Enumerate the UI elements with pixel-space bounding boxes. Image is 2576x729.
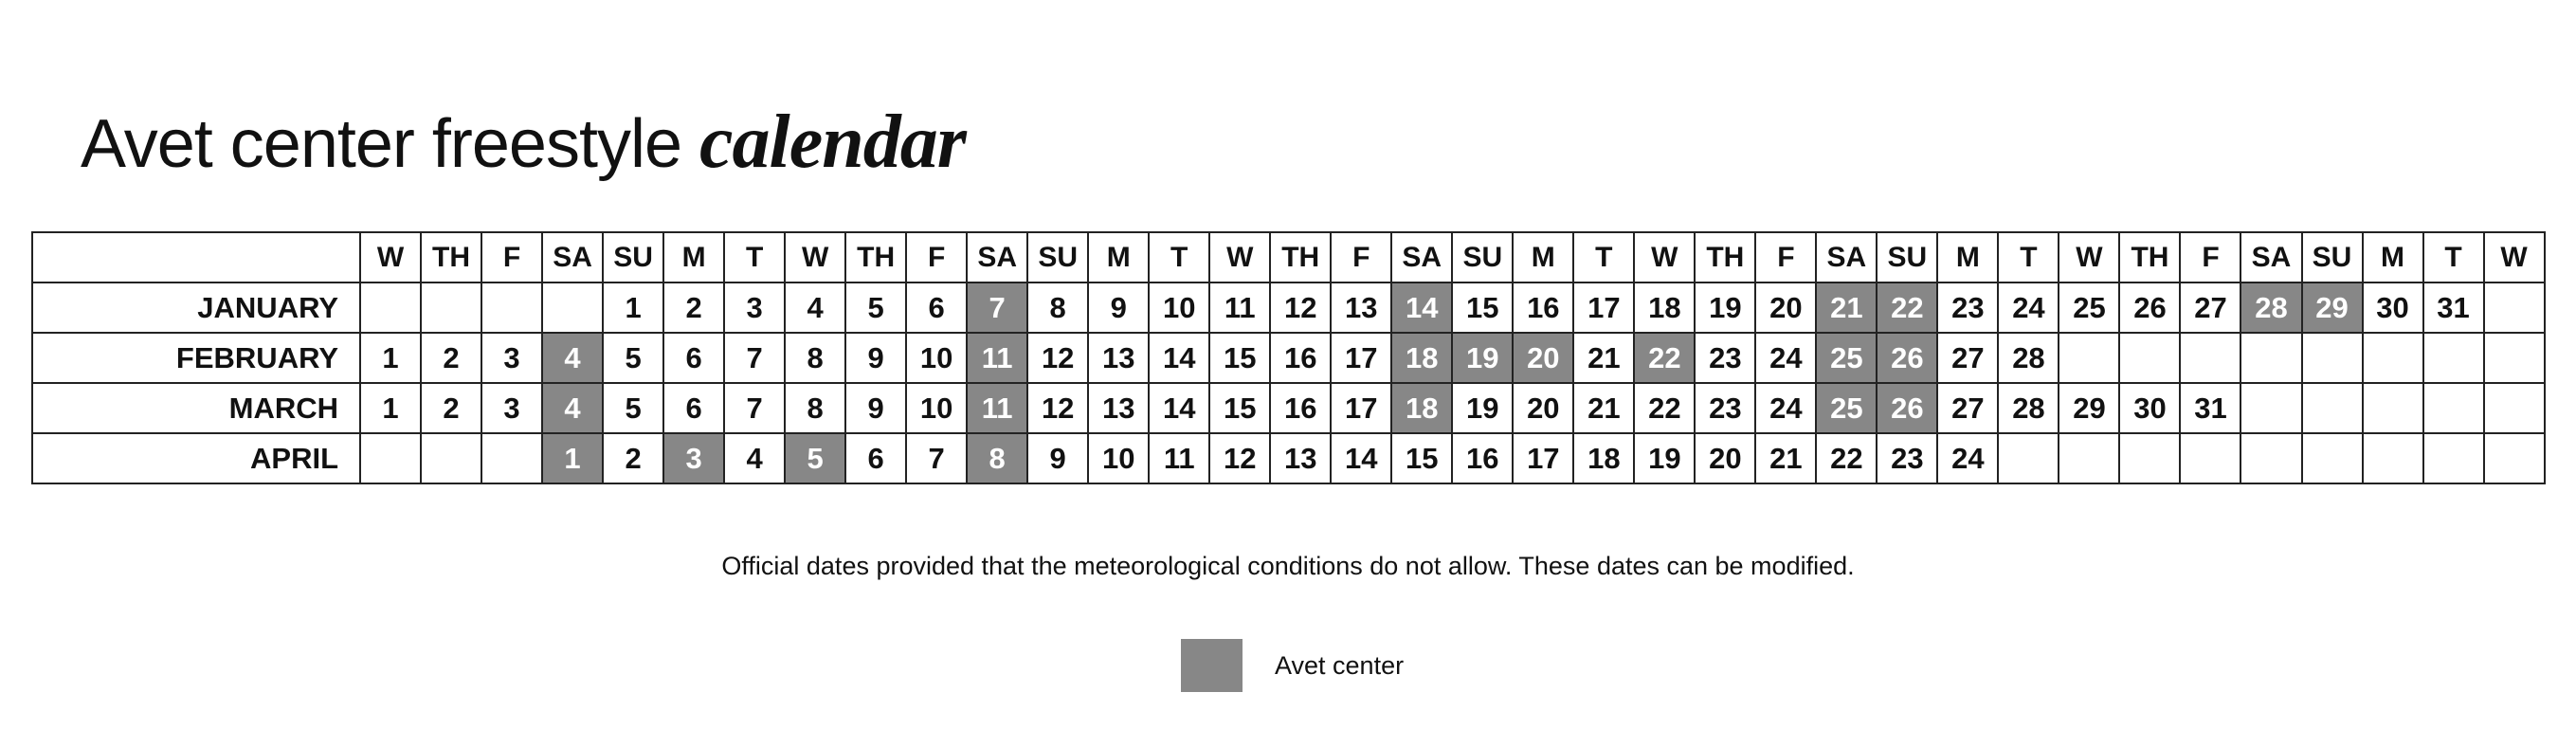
avet-center-day-cell: 22 [1634,333,1695,383]
day-header: W [785,232,845,282]
day-header: W [2059,232,2119,282]
day-header: T [2423,232,2484,282]
day-cell: 17 [1331,383,1391,433]
day-cell: 28 [1998,383,2059,433]
avet-center-day-cell: 22 [1877,282,1937,333]
empty-day-cell [481,433,542,483]
day-header: W [2484,232,2545,282]
day-cell: 22 [1634,383,1695,433]
day-header: SA [2240,232,2301,282]
day-cell: 4 [785,282,845,333]
day-cell: 24 [1937,433,1998,483]
day-cell: 24 [1755,383,1816,433]
legend [1181,639,1404,692]
empty-day-cell [2423,383,2484,433]
day-cell: 14 [1149,333,1209,383]
day-cell: 19 [1452,383,1513,433]
day-cell: 2 [421,333,481,383]
day-cell: 15 [1209,333,1270,383]
empty-day-cell [2423,433,2484,483]
day-header: M [1088,232,1149,282]
avet-center-day-cell: 8 [967,433,1027,483]
month-label: MARCH [32,383,360,433]
day-cell: 30 [2119,383,2180,433]
day-cell: 13 [1088,333,1149,383]
day-cell: 19 [1634,433,1695,483]
day-cell: 5 [603,333,663,383]
calendar-body [32,282,2545,483]
day-cell: 17 [1513,433,1573,483]
avet-center-day-cell: 29 [2302,282,2363,333]
avet-center-day-cell: 28 [2240,282,2301,333]
day-cell: 21 [1573,383,1634,433]
empty-day-cell [2302,383,2363,433]
day-header: M [1937,232,1998,282]
day-header: SU [1027,232,1088,282]
day-cell: 9 [1027,433,1088,483]
day-header: M [663,232,724,282]
day-cell: 24 [1755,333,1816,383]
day-cell: 13 [1331,282,1391,333]
empty-day-cell [2302,333,2363,383]
disclaimer-note: Official dates provided that the meteorological conditions do not allow. These dates can be modified. [721,552,1855,580]
empty-day-cell [1998,433,2059,483]
day-cell: 21 [1573,333,1634,383]
day-header: F [481,232,542,282]
day-cell: 12 [1027,383,1088,433]
day-cell: 9 [845,383,906,433]
avet-center-day-cell: 26 [1877,333,1937,383]
empty-day-cell [2180,333,2240,383]
avet-center-day-cell: 18 [1391,333,1452,383]
day-header: T [1149,232,1209,282]
empty-day-cell [2059,433,2119,483]
avet-center-day-cell: 19 [1452,333,1513,383]
day-cell: 25 [2059,282,2119,333]
empty-day-cell [421,433,481,483]
day-cell: 20 [1695,433,1755,483]
day-header: TH [421,232,481,282]
day-cell: 20 [1513,383,1573,433]
empty-day-cell [2180,433,2240,483]
empty-day-cell [2059,333,2119,383]
day-cell: 10 [906,333,967,383]
empty-day-cell [2302,433,2363,483]
day-cell: 31 [2423,282,2484,333]
day-header: W [1634,232,1695,282]
avet-center-day-cell: 21 [1816,282,1877,333]
day-header-row [32,232,2545,282]
empty-day-cell [2484,383,2545,433]
day-cell: 13 [1270,433,1331,483]
day-cell: 31 [2180,383,2240,433]
day-cell: 23 [1937,282,1998,333]
legend-swatch [1181,639,1243,692]
day-cell: 9 [845,333,906,383]
day-cell: 11 [1209,282,1270,333]
day-cell: 6 [845,433,906,483]
day-header: M [1513,232,1573,282]
avet-center-day-cell: 4 [542,383,603,433]
day-header: SA [1816,232,1877,282]
avet-center-day-cell: 11 [967,383,1027,433]
month-label: FEBRUARY [32,333,360,383]
day-cell: 15 [1452,282,1513,333]
day-cell: 8 [1027,282,1088,333]
day-cell: 8 [785,333,845,383]
day-header: F [1331,232,1391,282]
day-cell: 10 [906,383,967,433]
day-cell: 1 [603,282,663,333]
month-row-february [32,333,2545,383]
day-header: SA [967,232,1027,282]
day-cell: 4 [724,433,785,483]
avet-center-day-cell: 14 [1391,282,1452,333]
avet-center-day-cell: 4 [542,333,603,383]
day-cell: 21 [1755,433,1816,483]
day-cell: 22 [1816,433,1877,483]
day-cell: 16 [1513,282,1573,333]
day-cell: 24 [1998,282,2059,333]
day-cell: 13 [1088,383,1149,433]
month-row-april [32,433,2545,483]
day-cell: 26 [2119,282,2180,333]
day-header: F [906,232,967,282]
day-cell: 8 [785,383,845,433]
day-cell: 14 [1149,383,1209,433]
day-cell: 27 [1937,333,1998,383]
empty-day-cell [2240,383,2301,433]
avet-center-day-cell: 7 [967,282,1027,333]
month-row-march [32,383,2545,433]
day-cell: 28 [1998,333,2059,383]
legend-label: Avet center [1275,650,1405,680]
day-header: T [1573,232,1634,282]
day-cell: 15 [1391,433,1452,483]
day-cell: 1 [360,383,421,433]
avet-center-day-cell: 25 [1816,383,1877,433]
empty-day-cell [2119,433,2180,483]
day-cell: 23 [1877,433,1937,483]
day-cell: 6 [663,333,724,383]
day-cell: 7 [724,333,785,383]
empty-day-cell [2484,433,2545,483]
day-cell: 7 [906,433,967,483]
day-cell: 11 [1149,433,1209,483]
day-header: SU [1452,232,1513,282]
day-cell: 27 [2180,282,2240,333]
day-cell: 18 [1573,433,1634,483]
day-cell: 7 [724,383,785,433]
day-cell: 1 [360,333,421,383]
empty-day-cell [542,282,603,333]
day-cell: 12 [1209,433,1270,483]
day-cell: 17 [1331,333,1391,383]
day-header: TH [1695,232,1755,282]
avet-center-day-cell: 18 [1391,383,1452,433]
day-cell: 17 [1573,282,1634,333]
empty-day-cell [2240,433,2301,483]
day-cell: 10 [1088,433,1149,483]
empty-day-cell [2484,333,2545,383]
title-main: Avet center freestyle [81,106,699,182]
empty-day-cell [481,282,542,333]
day-cell: 27 [1937,383,1998,433]
day-cell: 5 [603,383,663,433]
day-header: TH [2119,232,2180,282]
day-cell: 23 [1695,383,1755,433]
day-header: TH [1270,232,1331,282]
day-header: T [1998,232,2059,282]
day-cell: 19 [1695,282,1755,333]
day-cell: 6 [906,282,967,333]
day-cell: 20 [1755,282,1816,333]
day-cell: 3 [724,282,785,333]
day-header: W [360,232,421,282]
day-cell: 2 [421,383,481,433]
month-row-january [32,282,2545,333]
day-header: T [724,232,785,282]
empty-day-cell [2363,433,2423,483]
day-cell: 30 [2363,282,2423,333]
day-cell: 3 [481,333,542,383]
day-cell: 16 [1270,333,1331,383]
month-label: JANUARY [32,282,360,333]
day-cell: 3 [481,383,542,433]
day-header: M [2363,232,2423,282]
day-cell: 12 [1270,282,1331,333]
empty-day-cell [2240,333,2301,383]
day-header: TH [845,232,906,282]
empty-day-cell [2363,333,2423,383]
day-cell: 2 [663,282,724,333]
day-cell: 5 [845,282,906,333]
day-cell: 16 [1270,383,1331,433]
empty-day-cell [360,433,421,483]
avet-center-day-cell: 1 [542,433,603,483]
day-cell: 14 [1331,433,1391,483]
month-label: APRIL [32,433,360,483]
freestyle-calendar-table [31,231,2546,484]
avet-center-day-cell: 3 [663,433,724,483]
avet-center-day-cell: 11 [967,333,1027,383]
day-header: F [1755,232,1816,282]
day-cell: 16 [1452,433,1513,483]
empty-day-cell [360,282,421,333]
avet-center-day-cell: 26 [1877,383,1937,433]
day-header: SA [542,232,603,282]
day-header: SU [603,232,663,282]
empty-day-cell [2363,383,2423,433]
day-header: SA [1391,232,1452,282]
avet-center-day-cell: 20 [1513,333,1573,383]
day-cell: 6 [663,383,724,433]
day-header: SU [2302,232,2363,282]
day-header: W [1209,232,1270,282]
day-cell: 23 [1695,333,1755,383]
day-cell: 29 [2059,383,2119,433]
empty-day-cell [421,282,481,333]
day-cell: 18 [1634,282,1695,333]
empty-day-cell [2423,333,2484,383]
empty-day-cell [2119,333,2180,383]
day-cell: 2 [603,433,663,483]
day-header: SU [1877,232,1937,282]
day-cell: 15 [1209,383,1270,433]
day-cell: 12 [1027,333,1088,383]
avet-center-day-cell: 25 [1816,333,1877,383]
corner-cell [32,232,360,282]
day-cell: 10 [1149,282,1209,333]
page-title [81,97,966,190]
day-cell: 9 [1088,282,1149,333]
empty-day-cell [2484,282,2545,333]
avet-center-day-cell: 5 [785,433,845,483]
day-header: F [2180,232,2240,282]
title-emphasis: calendar [699,100,966,184]
